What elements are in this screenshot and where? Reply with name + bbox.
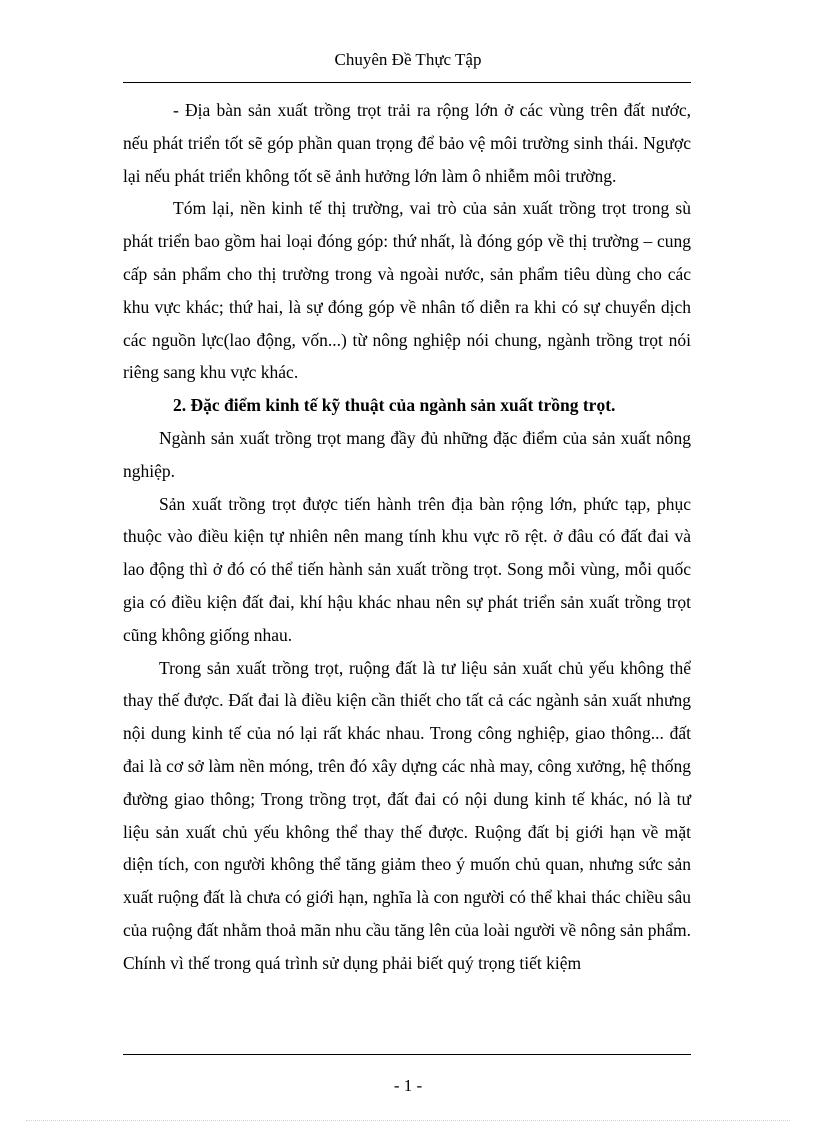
paragraph-land: Trong sản xuất trồng trọt, ruộng đất là tư liệu sản xuất chủ yếu không thể thay thế được. Đất đai là điều kiện cần thiết cho tất cả các ngành sản xuất nhưng nội dung kinh tế của nó lại rất khác nhau. Trong công nghiệp, giao thông... đất đai là cơ sở làm nền móng, trên đó xây dựng các nhà may, công xưởng, hệ thống đường giao thông; Trong trồng trọt, đất đai có nội dung kinh tế khác, nó là tư liệu sản xuất chủ yếu không thể thay thế được. Ruộng đất bị giới hạn về mặt diện tích, con người không thể tăng giảm theo ý muốn chủ quan, nhưng sức sản xuất ruộng đất là chưa có giới hạn, nghĩa là con người có thể khai thác chiều sâu của ruộng đất nhằm thoả mãn nhu cầu tăng lên của loài người về nông sản phẩm. Chính vì thế trong quá trình sử dụng phải biết quý trọng tiết kiệm: [123, 657, 691, 973]
header-rule: [123, 82, 691, 83]
page-header-title: Chuyên Đề Thực Tập: [334, 50, 482, 69]
page-bottom-border: [26, 1120, 790, 1121]
footer-rule: [123, 1054, 691, 1055]
paragraph-territory: Sản xuất trồng trọt được tiến hành trên địa bàn rộng lớn, phức tạp, phục thuộc vào điều kiện tự nhiên nên mang tính khu vực rõ rệt. ở đâu có đất đai và lao động thì ở đó có thể tiến hành sản xuất trồng trọt. Song mỗi vùng, mỗi quốc gia có điều kiện đất đai, khí hậu khác nhau nên sự phát triển sản xuất trồng trọt cũng không giống nhau.: [123, 493, 691, 645]
paragraph-environment: - Địa bàn sản xuất trồng trọt trải ra rộng lớn ở các vùng trên đất nước, nếu phát triển tốt sẽ góp phần quan trọng để bảo vệ môi trường sinh thái. Ngược lại nếu phát triển không tốt sẽ ảnh hưởng lớn làm ô nhiễm môi trường.: [123, 100, 691, 186]
page-number: - 1 -: [393, 1076, 423, 1095]
document-body: [123, 94, 691, 980]
section-heading: 2. Đặc điểm kinh tế kỹ thuật của ngành sản xuất trồng trọt.: [173, 395, 616, 416]
paragraph-characteristics: Ngành sản xuất trồng trọt mang đầy đủ những đặc điểm của sản xuất nông nghiệp.: [123, 427, 691, 481]
paragraph-summary: Tóm lại, nền kinh tế thị trường, vai trò của sản xuất trồng trọt trong sù phát triển bao gồm hai loại đóng góp: thứ nhất, là đóng góp về thị trường – cung cấp sản phẩm cho thị trường trong và ngoài nước, sản phẩm tiêu dùng cho các khu vực khác; thứ hai, là sự đóng góp về nhân tố diễn ra khi có sự chuyển dịch các nguồn lực(lao động, vốn...) từ nông nghiệp nói chung, ngành trồng trọt nói riêng sang khu vực khác.: [123, 198, 691, 383]
